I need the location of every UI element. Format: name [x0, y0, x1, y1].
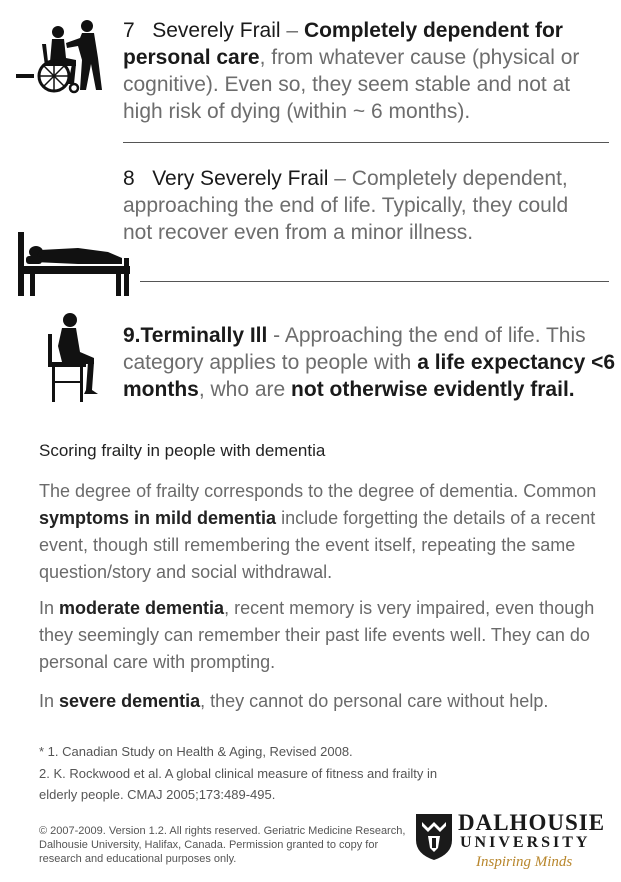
dementia-paragraph-severe: In severe dementia, they cannot do personal care without help. — [39, 691, 549, 711]
dementia-paragraph-moderate: In moderate dementia, recent memory is very impaired, even though they seemingly can remember their past life events well. They can do personal care with prompting. — [39, 598, 595, 672]
level-7-bold: Completely dependent for personal care — [123, 19, 563, 69]
divider — [140, 281, 609, 282]
level-9-name: Terminally Ill — [140, 324, 268, 347]
level-8-number: 8 — [123, 167, 135, 190]
bed-icon — [18, 228, 134, 298]
level-7-name: Severely Frail — [152, 19, 281, 42]
logo-line-1: DALHOUSIE — [458, 810, 606, 835]
reference-2: 2. K. Rockwood et al. A global clinical measure of fitness and frailty in elderly people. CMAJ 2005;173:489-495. — [39, 766, 438, 802]
shield-icon — [414, 812, 454, 862]
divider — [123, 142, 609, 143]
dementia-section-title: Scoring frailty in people with dementia — [39, 441, 326, 460]
level-7-description: 7 Severely Frail – Completely dependent for personal care, from whatever cause (physical or cognitive). Even so, they seem stable and not at high risk of dying (within ~ 6 months). — [123, 19, 580, 123]
level-9-number: 9. — [123, 324, 141, 347]
copyright-notice: © 2007-2009. Version 1.2. All rights reserved. Geriatric Medicine Research, Dalhousie University, Halifax, Canada. Permission granted to copy for research and educational purposes only. — [39, 825, 406, 865]
logo-tagline: Inspiring Minds — [476, 854, 573, 870]
level-9-description: 9.Terminally Ill - Approaching the end of life. This category applies to people with a life expectancy <6 months, who are not otherwise evidently frail. — [123, 324, 616, 401]
dementia-paragraph-mild: The degree of frailty corresponds to the degree of dementia. Common symptoms in mild dementia include forgetting the details of a recent event, though still remembering the event itself, repeating the same question/story and social withdrawal. — [39, 481, 597, 582]
logo-line-2: UNIVERSITY — [460, 834, 591, 851]
seated-person-icon — [48, 312, 102, 404]
dalhousie-logo — [414, 810, 614, 876]
level-8-description: 8 Very Severely Frail – Completely dependent, approaching the end of life. Typically, they could not recover even from a minor illness. — [123, 167, 569, 244]
wheelchair-icon — [12, 18, 110, 94]
level-8-name: Very Severely Frail — [152, 167, 329, 190]
level-7-number: 7 — [123, 19, 135, 42]
reference-1: * 1. Canadian Study on Health & Aging, Revised 2008. — [39, 744, 353, 759]
